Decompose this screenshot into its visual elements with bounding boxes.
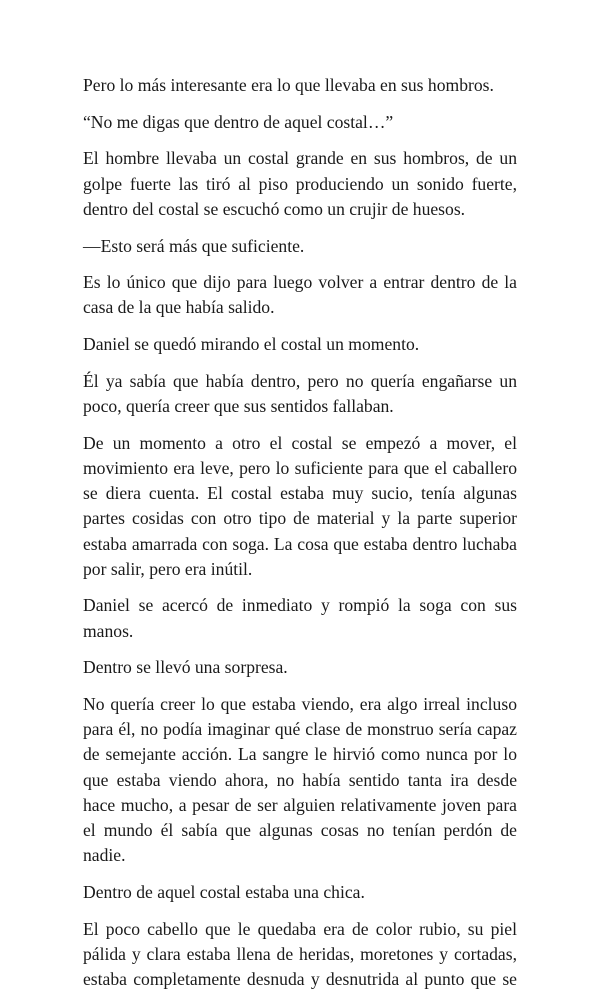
paragraph-2: “No me digas que dentro de aquel costal…” (83, 111, 394, 132)
paragraph-11: No quería creer lo que estaba viendo, era algo irreal incluso para él, no podía imaginar qué clase de monstruo sería capaz de semejante acción. La sangre le hirvió como nunca por lo que estaba viendo ahora, no había sentido tanta ira desde hace mucho, a pesar de ser alguien relativamente joven para el mundo él sabía que algunas cosas no tenían perdón de nadie. (83, 694, 517, 866)
paragraph-12: Dentro de aquel costal estaba una chica. (83, 881, 365, 902)
paragraph-4: —Esto será más que suficiente. (83, 235, 305, 256)
paragraph-8: De un momento a otro el costal se empezó a mover, el movimiento era leve, pero lo suficiente para que el caballero se diera cuenta. El costal estaba muy sucio, tenía algunas partes cosidas con otro tipo de material y la parte superior estaba amarrada con soga. La cosa que estaba dentro luchaba por salir, pero era inútil. (83, 432, 517, 579)
paragraph-13: El poco cabello que le quedaba era de color rubio, su piel pálida y clara estaba llena de heridas, moretones y cortadas, estaba completamente desnuda y desnutrida al punto que se (83, 918, 517, 990)
paragraph-3: El hombre llevaba un costal grande en sus hombros, de un golpe fuerte las tiró al piso produciendo un sonido fuerte, dentro del costal se escuchó como un crujir de huesos. (83, 148, 517, 219)
paragraph-7: Él ya sabía que había dentro, pero no quería engañarse un poco, quería creer que sus sentidos fallaban. (83, 370, 517, 417)
paragraph-5: Es lo único que dijo para luego volver a entrar dentro de la casa de la que había salido. (83, 272, 517, 318)
paragraph-9: Daniel se acercó de inmediato y rompió la soga con sus manos. (83, 595, 517, 641)
paragraph-10: Dentro se llevó una sorpresa. (83, 657, 288, 678)
paragraph-6: Daniel se quedó mirando el costal un momento. (83, 334, 420, 355)
paragraph-1: Pero lo más interesante era lo que llevaba en sus hombros. (83, 75, 494, 95)
document-page (83, 73, 517, 1004)
